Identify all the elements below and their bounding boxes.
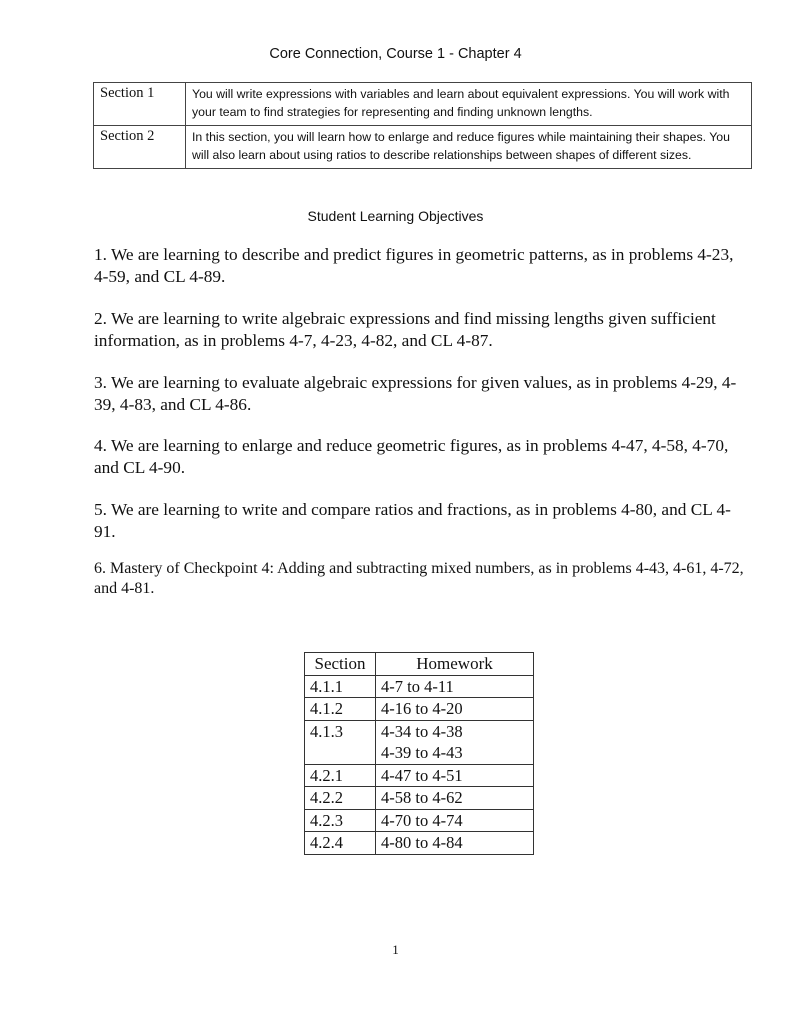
homework-section-cell: 4.2.3 — [305, 809, 376, 832]
section-name: Section 2 — [94, 126, 186, 169]
homework-table — [304, 652, 534, 855]
section-name: Section 1 — [94, 83, 186, 126]
sections-table — [93, 82, 752, 169]
objective-1: 1. We are learning to describe and predict figures in geometric patterns, as in problems 4-23, 4-59, and CL 4-89. — [94, 245, 734, 286]
homework-range-cell — [376, 720, 534, 764]
homework-section-cell: 4.1.3 — [305, 720, 376, 764]
table-row — [305, 787, 534, 810]
homework-range-cell — [376, 675, 534, 698]
section-description: In this section, you will learn how to enlarge and reduce figures while maintaining their shapes. You will also learn about using ratios to describe relationships between shapes of different sizes. — [186, 126, 752, 169]
homework-range: 4-80 to 4-84 — [381, 833, 463, 852]
table-row — [305, 675, 534, 698]
homework-range: 4-39 to 4-43 — [381, 743, 463, 762]
objective-3: 3. We are learning to evaluate algebraic expressions for given values, as in problems 4-29, 4-39, 4-83, and CL 4-86. — [94, 373, 737, 414]
objective-6: 6. Mastery of Checkpoint 4: Adding and subtracting mixed numbers, as in problems 4-43, 4-61, 4-72, and 4-81. — [94, 560, 744, 597]
table-row — [305, 720, 534, 764]
homework-range: 4-58 to 4-62 — [381, 788, 463, 807]
homework-range-cell — [376, 698, 534, 721]
objective-2: 2. We are learning to write algebraic expressions and find missing lengths given sufficient information, as in problems 4-7, 4-23, 4-82, and CL 4-87. — [94, 309, 716, 350]
homework-section-cell: 4.1.1 — [305, 675, 376, 698]
table-row — [94, 83, 752, 126]
page-title: Core Connection, Course 1 - Chapter 4 — [269, 46, 522, 62]
homework-section-cell: 4.2.4 — [305, 832, 376, 855]
homework-header-section: Section — [305, 653, 376, 676]
homework-range-cell — [376, 764, 534, 787]
homework-section-cell: 4.2.1 — [305, 764, 376, 787]
objective-5: 5. We are learning to write and compare ratios and fractions, as in problems 4-80, and CL 4-91. — [94, 500, 731, 541]
homework-section-cell: 4.2.2 — [305, 787, 376, 810]
section-description: You will write expressions with variables and learn about equivalent expressions. You will work with your team to find strategies for representing and finding unknown lengths. — [186, 83, 752, 126]
homework-section-cell: 4.1.2 — [305, 698, 376, 721]
homework-range: 4-7 to 4-11 — [381, 676, 454, 696]
homework-range-cell — [376, 809, 534, 832]
homework-range: 4-16 to 4-20 — [381, 699, 463, 718]
table-row — [305, 764, 534, 787]
homework-range: 4-70 to 4-74 — [381, 810, 463, 830]
homework-range: 4-47 to 4-51 — [381, 765, 463, 785]
homework-range-cell — [376, 787, 534, 810]
homework-range-cell — [376, 832, 534, 855]
homework-range: 4-34 to 4-38 — [381, 721, 463, 741]
table-row — [94, 126, 752, 169]
homework-header-homework: Homework — [376, 653, 534, 676]
table-row — [305, 698, 534, 721]
page-number: 1 — [392, 942, 399, 957]
objective-4: 4. We are learning to enlarge and reduce geometric figures, as in problems 4-47, 4-58, 4-70, and CL 4-90. — [94, 436, 729, 477]
homework-header-row — [305, 653, 534, 676]
objectives-heading: Student Learning Objectives — [307, 208, 484, 224]
table-row — [305, 809, 534, 832]
table-row — [305, 832, 534, 855]
